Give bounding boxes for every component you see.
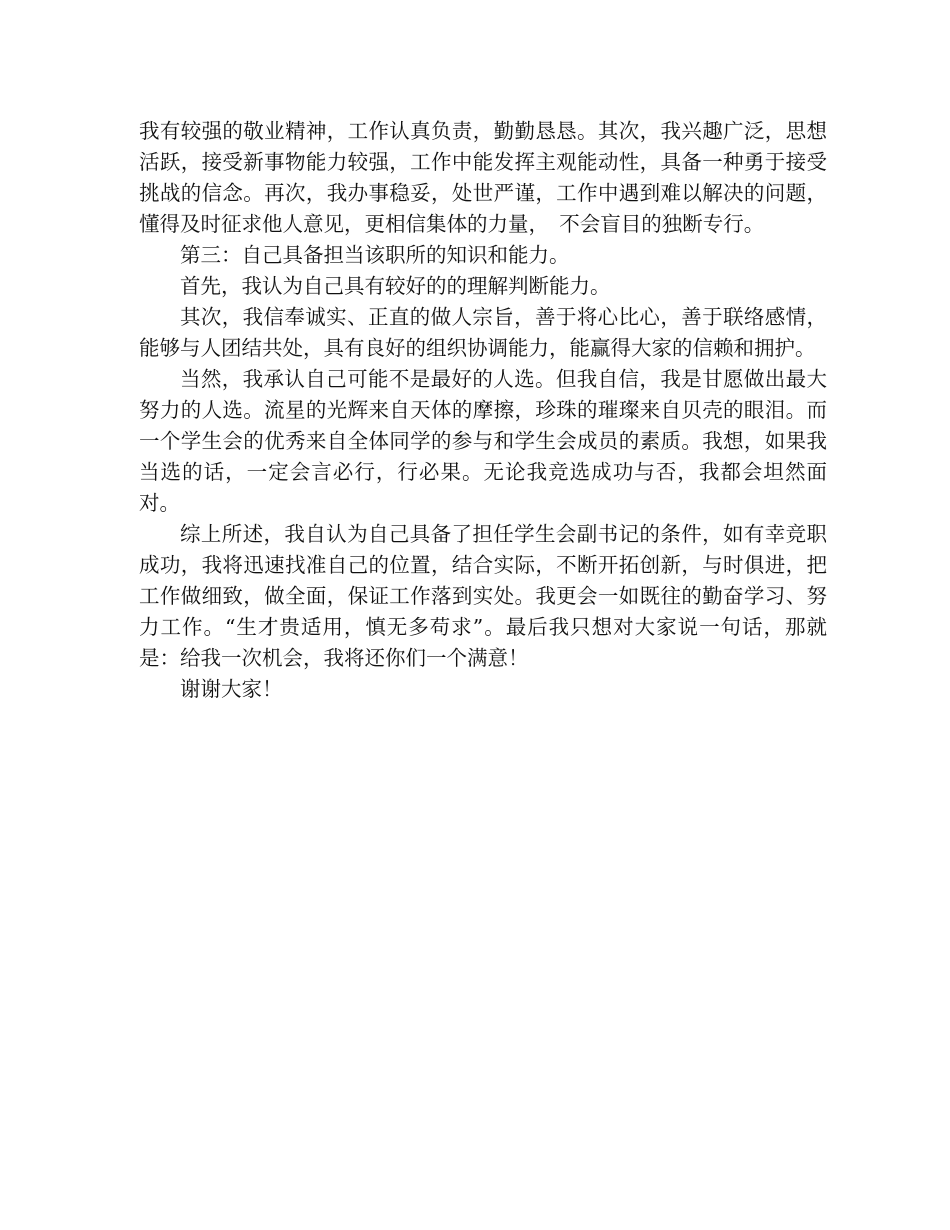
paragraph-thanks: 谢谢大家！ [180, 677, 283, 701]
paragraph-section-three-heading: 第三：自己具备担当该职所的知识和能力。 [180, 243, 570, 267]
paragraph-second-point: 其次，我信奉诚实、正直的做人宗旨，善于将心比心，善于联络感情，能够与人团结共处，具有良好的组织协调能力，能赢得大家的信赖和拥护。 [139, 305, 827, 360]
paragraph-first-point: 首先，我认为自己具有较好的的理解判断能力。 [180, 274, 611, 298]
paragraph-self-assessment: 当然，我承认自己可能不是最好的人选。但我自信，我是甘愿做出最大努力的人选。流星的光辉来自天体的摩擦，珍珠的璀璨来自贝壳的眼泪。而一个学生会的优秀来自全体同学的参与和学生会成员的素质。我想，如果我当选的话，一定会言必行，行必果。无论我竞选成功与否，我都会坦然面对。 [139, 367, 827, 515]
paragraph-continuation: 我有较强的敬业精神，工作认真负责，勤勤恳恳。其次，我兴趣广泛，思想活跃，接受新事物能力较强，工作中能发挥主观能动性，具备一种勇于接受挑战的信念。再次，我办事稳妥，处世严谨，工作中遇到难以解决的问题，懂得及时征求他人意见，更相信集体的力量， 不会盲目的独断专行。 [139, 119, 827, 236]
paragraph-conclusion: 综上所述，我自认为自己具备了担任学生会副书记的条件，如有幸竞职成功，我将迅速找准自己的位置，结合实际，不断开拓创新，与时俱进，把工作做细致，做全面，保证工作落到实处。我更会一如既往的勤奋学习、努力工作。“生才贵适用，慎无多苟求”。最后我只想对大家说一句话，那就是：给我一次机会，我将还你们一个满意！ [139, 522, 827, 670]
document-body [139, 116, 827, 705]
